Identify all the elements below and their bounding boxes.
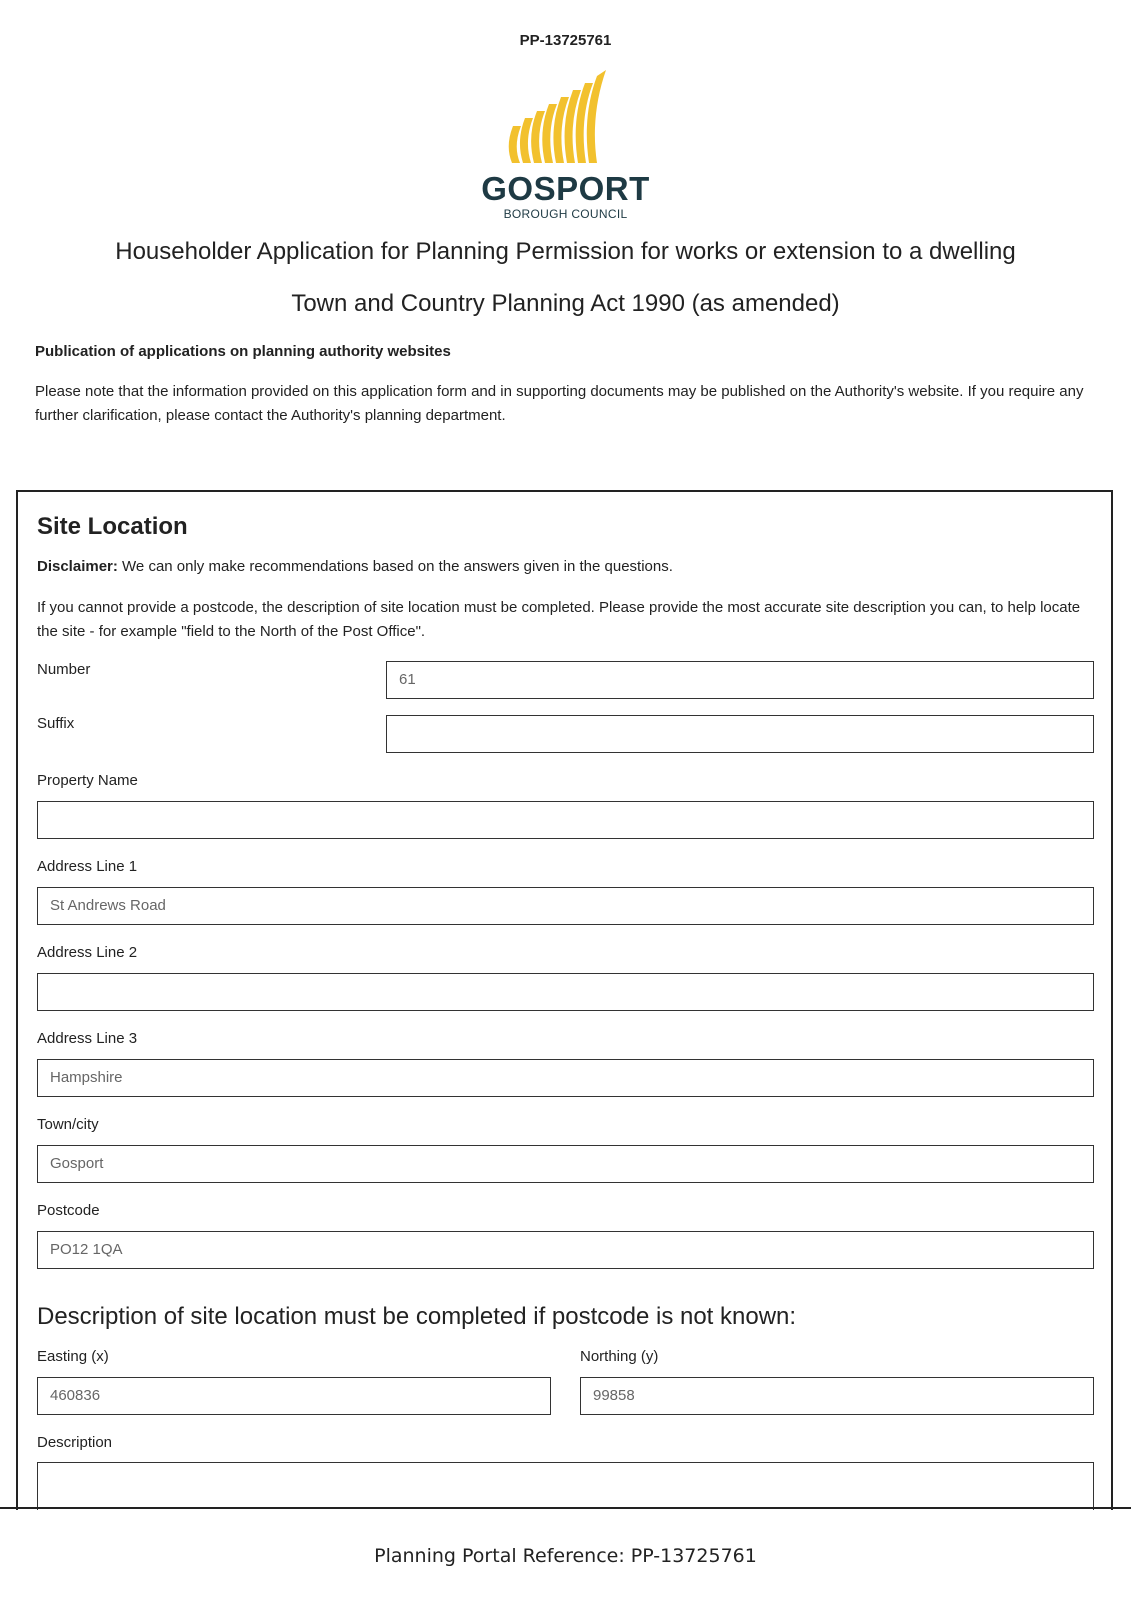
- address-line-2-field[interactable]: [37, 973, 1094, 1011]
- address-line-1-field[interactable]: St Andrews Road: [37, 887, 1094, 925]
- address-line-3-field[interactable]: Hampshire: [37, 1059, 1094, 1097]
- page-subtitle: Town and Country Planning Act 1990 (as amended): [291, 290, 840, 317]
- address-line-2-label: Address Line 2: [37, 944, 138, 961]
- footer-reference: Planning Portal Reference: PP-13725761: [374, 1545, 757, 1567]
- publication-heading: Publication of applications on planning authority websites: [35, 343, 451, 360]
- disclaimer: [37, 558, 673, 575]
- address-line-3-label: Address Line 3: [37, 1030, 138, 1047]
- northing-label: Northing (y): [580, 1348, 659, 1365]
- description-heading: Description of site location must be completed if postcode is not known:: [37, 1303, 797, 1330]
- description-label: Description: [37, 1434, 113, 1451]
- number-field[interactable]: 61: [386, 661, 1094, 699]
- reference-number-top: PP-13725761: [519, 32, 612, 49]
- address-line-1-label: Address Line 1: [37, 858, 138, 875]
- disclaimer-label: Disclaimer:: [37, 558, 118, 575]
- easting-field[interactable]: 460836: [37, 1377, 551, 1415]
- easting-label: Easting (x): [37, 1348, 109, 1365]
- postcode-label: Postcode: [37, 1202, 100, 1219]
- description-textarea[interactable]: [37, 1462, 1094, 1510]
- logo-subtitle: BOROUGH COUNCIL: [503, 207, 628, 221]
- footer-divider: [0, 1507, 1131, 1509]
- suffix-label: Suffix: [37, 715, 75, 732]
- suffix-field[interactable]: [386, 715, 1094, 753]
- property-name-field[interactable]: [37, 801, 1094, 839]
- number-label: Number: [37, 661, 91, 678]
- town-field[interactable]: Gosport: [37, 1145, 1094, 1183]
- logo-wordmark: GOSPORT: [481, 170, 650, 207]
- page-title: Householder Application for Planning Permission for works or extension to a dwelling: [115, 238, 1016, 265]
- town-label: Town/city: [37, 1116, 99, 1133]
- section-title: Site Location: [37, 513, 188, 540]
- northing-field[interactable]: 99858: [580, 1377, 1094, 1415]
- publication-notice: Please note that the information provided on this application form and in supporting documents may be published on the Authority's website. If you require any further clarification, please contact the Authority's planning department.: [35, 383, 1084, 424]
- disclaimer-text: We can only make recommendations based on the answers given in the questions.: [117, 558, 673, 575]
- postcode-info: If you cannot provide a postcode, the description of site location must be completed. Please provide the most accurate site description you can, to help locate the site - for example "field to the North of the Post Office".: [37, 599, 1081, 640]
- postcode-field[interactable]: PO12 1QA: [37, 1231, 1094, 1269]
- property-name-label: Property Name: [37, 772, 138, 789]
